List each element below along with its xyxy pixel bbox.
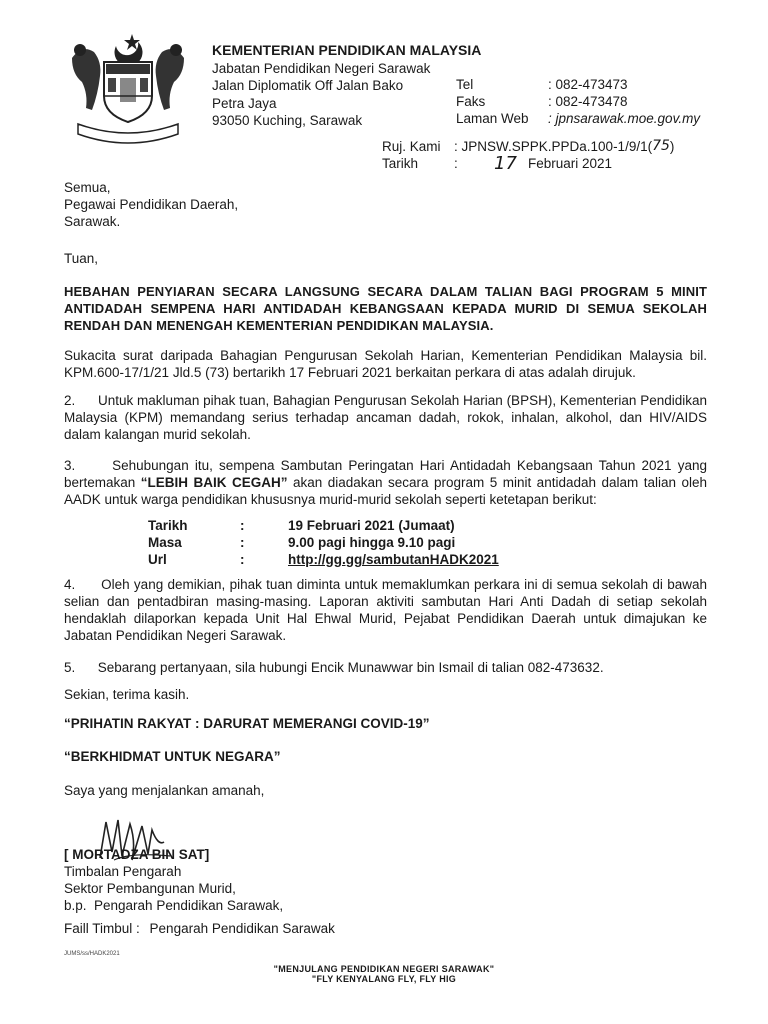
detail-colon-1: :	[240, 518, 245, 533]
paragraph-5: 5. Sebarang pertanyaan, sila hubungi Encik Munawwar bin Ismail di talian 082-473632.	[64, 660, 604, 675]
closing-line: Sekian, terima kasih.	[64, 687, 190, 702]
event-details	[148, 517, 499, 568]
tarikh-handwritten: 17	[494, 153, 517, 174]
web-value: : jpnsarawak.moe.gov.my	[548, 111, 701, 126]
detail-tarikh-value: 19 Februari 2021 (Jumaat)	[288, 518, 455, 533]
detail-masa-label: Masa	[148, 535, 182, 550]
recipient-line-1: Semua,	[64, 180, 111, 195]
signer-title-3: b.p. Pengarah Pendidikan Sarawak,	[64, 898, 284, 913]
detail-tarikh-label: Tarikh	[148, 518, 188, 533]
tel-value: : 082-473473	[548, 77, 628, 92]
signer-title-1: Timbalan Pengarah	[64, 864, 182, 879]
ministry-name: KEMENTERIAN PENDIDIKAN MALAYSIA	[212, 42, 482, 58]
slogan-covid: “PRIHATIN RAKYAT : DARURAT MEMERANGI COVID-19”	[64, 716, 430, 731]
address-line-1: Jabatan Pendidikan Negeri Sarawak	[212, 60, 431, 76]
address-line-4: 93050 Kuching, Sarawak	[212, 113, 363, 128]
address-line-3: Petra Jaya	[212, 95, 277, 111]
salutation: Tuan,	[64, 251, 99, 266]
tel-label: Tel	[456, 77, 474, 92]
coat-of-arms-logo	[58, 28, 198, 148]
faks-label: Faks	[456, 94, 486, 109]
recipient-address	[64, 179, 238, 230]
tarikh-label: Tarikh	[382, 156, 419, 171]
address-line-2: Jalan Diplomatik Off Jalan Bako	[212, 78, 404, 93]
faks-value: : 082-473478	[548, 94, 628, 109]
letterhead	[212, 42, 481, 130]
footer-motto-2: "FLY KENYALANG FLY, FLY HIG	[311, 974, 457, 984]
paragraph-4: 4. Oleh yang demikian, pihak tuan diminta untuk memaklumkan perkara ini di semua sekolah di bawah selian dan pentadbiran masing-masing. Laporan aktiviti sambutan Hari Anti Dadah di setiap sekolah hendaklah dilaporkan kepada Unit Hal Ehwal Murid, Pejabat Pendidikan Daerah untuk dimajukan ke Jabatan Pendidikan Negeri Sarawak.	[64, 577, 711, 643]
tarikh-value: Februari 2021	[528, 156, 613, 171]
theme-text: “LEBIH BAIK CEGAH”	[140, 475, 288, 490]
detail-colon-3: :	[240, 552, 245, 567]
ruj-close: )	[669, 139, 675, 154]
footer-motto-1: "MENJULANG PENDIDIKAN NEGERI SARAWAK"	[273, 964, 495, 974]
paragraph-3-start: 3. Sehubungan itu, sempena Sambutan Peringatan Hari Antidadah Kebangsaan Tahun 2021 yang bertemakan	[64, 458, 711, 490]
paragraph-3	[64, 457, 711, 508]
tarikh-colon: :	[454, 156, 458, 171]
paragraph-3-end: akan diadakan secara program 5 minit antidadah dalam talian oleh AADK untuk warga pendidikan khususnya murid-murid sekolah seperti ketetapan berikut:	[64, 475, 710, 507]
recipient-line-2: Pegawai Pendidikan Daerah,	[64, 197, 239, 212]
slogan-berkhidmat: “BERKHIDMAT UNTUK NEGARA”	[64, 749, 281, 764]
subject-heading: HEBAHAN PENYIARAN SECARA LANGSUNG SECARA DALAM TALIAN BAGI PROGRAM 5 MINIT ANTIDADAH SEMPENA HARI ANTIDADAH KEBANGSAAN KEPADA MURID DI SEMUA SEKOLAH RENDAH DAN MENENGAH KEMENTERIAN PENDIDIKAN MALAYSIA.	[64, 284, 707, 333]
recipient-line-3: Sarawak.	[64, 214, 121, 229]
detail-colon-2: :	[240, 535, 245, 550]
faill-value: Pengarah Pendidikan Sarawak	[149, 921, 335, 936]
paragraph-1: Sukacita surat daripada Bahagian Pengurusan Sekolah Harian, Kementerian Pendidikan Malaysia bil. KPM.600-17/1/21 Jld.5 (73) bertarikh 17 Februari 2021 berkaitan perkara di atas adalah dirujuk.	[64, 348, 707, 380]
signer-title-2: Sektor Pembangunan Murid,	[64, 881, 236, 896]
faill-timbul	[64, 921, 335, 936]
contact-block	[456, 76, 700, 127]
event-url-link[interactable]: http://gg.gg/sambutanHADK2021	[288, 552, 499, 567]
ruj-value: : JPNSW.SPPK.PPDa.100-1/9/1(	[454, 139, 653, 154]
ruj-label: Ruj. Kami	[382, 139, 441, 154]
reference-block	[382, 138, 674, 172]
detail-url-label: Url	[148, 552, 167, 567]
signoff-intro: Saya yang menjalankan amanah,	[64, 783, 265, 798]
faill-label: Faill Timbul :	[64, 921, 140, 936]
web-label: Laman Web	[456, 111, 529, 126]
signer-block	[64, 846, 283, 914]
ruj-handwritten: 75	[652, 138, 670, 154]
paragraph-2: 2. Untuk makluman pihak tuan, Bahagian Pengurusan Sekolah Harian (BPSH), Kementerian Pendidikan Malaysia (KPM) memandang serius terhadap ancaman dadah, rokok, inhalan, alkohol, dan HIV/AIDS dalam kalangan murid sekolah.	[64, 393, 711, 442]
file-reference: JUMS/ss/HADK2021	[64, 951, 120, 957]
signer-name: [ MORTADZA BIN SAT]	[64, 847, 210, 862]
detail-masa-value: 9.00 pagi hingga 9.10 pagi	[288, 535, 456, 550]
